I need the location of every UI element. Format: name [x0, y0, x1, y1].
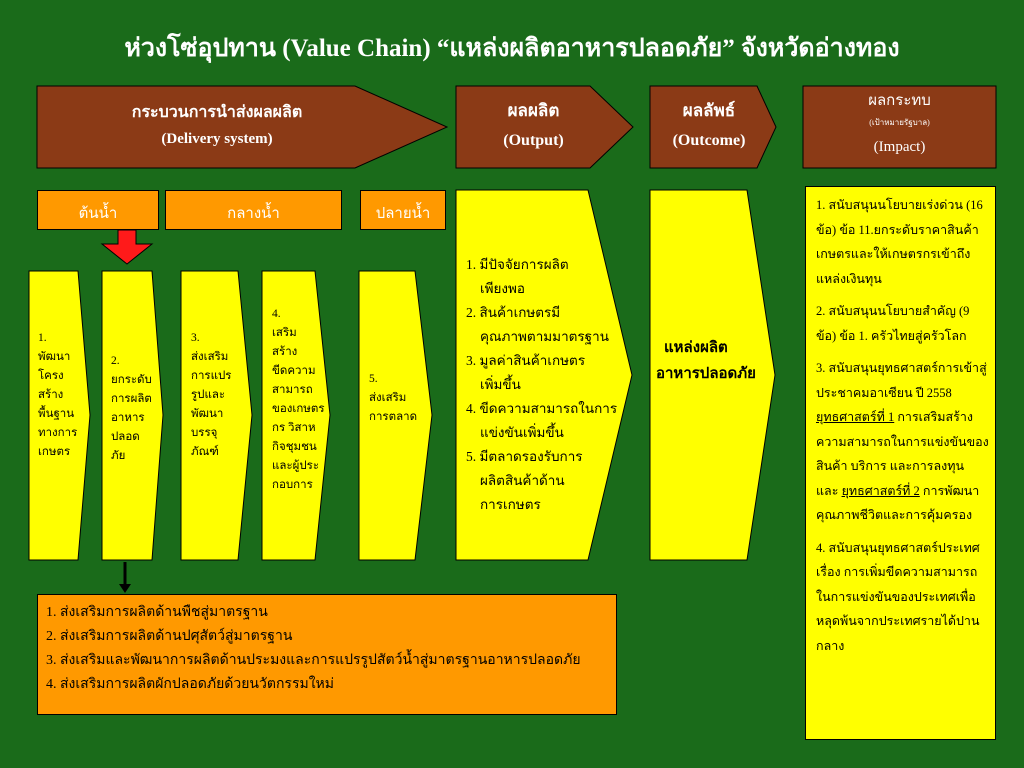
- output-list: [466, 253, 626, 517]
- outcome-header: [650, 97, 768, 150]
- column-line: สามารถ: [272, 384, 313, 396]
- output-header: [456, 97, 611, 150]
- column-line: ขีดความ: [272, 365, 316, 377]
- column-line: ยกระดับ: [111, 374, 152, 386]
- column-line: ทางการ: [38, 427, 78, 439]
- output-line: 5. มีตลาดรองรับการ: [466, 449, 583, 464]
- column-line: โครง: [38, 370, 64, 382]
- impact-item-1: 1. สนับสนุนนโยบายเร่งด่วน (16 ข้อ) ข้อ 11.ยกระดับราคาสินค้าเกษตรและให้เกษตรกรเข้าถึงแหล่งเงินทุน: [816, 198, 983, 286]
- impact-header-note: (เป้าหมายรัฐบาล): [869, 118, 930, 127]
- impact-header: [803, 88, 996, 156]
- impact-item-2: 2. สนับสนุนนโยบายสำคัญ (9 ข้อ) ข้อ 1. ครัวไทยสู่ครัวโลก: [816, 304, 970, 343]
- bottom-box: [37, 594, 617, 715]
- column-3-text: [191, 329, 246, 462]
- column-line: ภัณฑ์: [191, 446, 219, 458]
- impact-item-3-part: การพัฒนาคุณภาพชีวิตและการคุ้มครอง: [816, 483, 980, 522]
- column-line: 3.: [191, 332, 200, 344]
- column-4-text: [272, 305, 330, 495]
- column-line: การตลาด: [369, 411, 418, 423]
- impact-item-3-part: การเสริมสร้างความสามารถในการแข่งขันของสินค้า บริการ และการลงทุน และ: [816, 410, 989, 498]
- output-line: แข่งขันเพิ่มขึ้น: [480, 425, 564, 440]
- column-line: รูปและ: [191, 389, 226, 401]
- impact-item-3: [816, 356, 989, 528]
- column-line: สร้าง: [38, 389, 64, 401]
- column-line: การแปร: [191, 370, 232, 382]
- outcome-header-label: ผลลัพธ์: [682, 101, 736, 120]
- outcome-text: [656, 335, 771, 387]
- output-header-label: ผลผลิต: [507, 101, 560, 120]
- bottom-item-1: 1. ส่งเสริมการผลิตด้านพืชสู่มาตรฐาน: [46, 605, 268, 620]
- connector-arrowhead: [119, 584, 131, 593]
- output-line: 3. มูลค่าสินค้าเกษตร: [466, 353, 586, 368]
- column-line: สร้าง: [272, 346, 298, 358]
- column-line: ของเกษตร: [272, 403, 325, 415]
- impact-item-3-part: 3. สนับสนุนยุทธศาสตร์การเข้าสู่ประชาคมอาเซียน ปี 2558: [816, 361, 987, 400]
- outcome-header-sub: (Outcome): [672, 132, 746, 149]
- delivery-header: [37, 100, 397, 148]
- impact-header-sub: (Impact): [873, 139, 926, 155]
- column-1-text: [38, 329, 88, 462]
- stage-downstream: ปลายน้ำ: [360, 190, 446, 230]
- output-header-sub: (Output): [503, 132, 564, 149]
- output-line: ผลิตสินค้าด้าน: [480, 473, 565, 488]
- column-2-text: [111, 352, 161, 466]
- output-line: 1. มีปัจจัยการผลิต: [466, 257, 569, 272]
- delivery-header-label: กระบวนการนำส่งผลผลิต: [131, 104, 303, 121]
- column-5-text: [369, 370, 424, 427]
- impact-header-label: ผลกระทบ: [868, 93, 931, 109]
- column-line: เกษตร: [38, 446, 71, 458]
- output-line: คุณภาพตามมาตรฐาน: [480, 329, 609, 344]
- column-line: กร วิสาห: [272, 422, 316, 434]
- column-line: อาหาร: [111, 412, 145, 424]
- column-line: ภัย: [111, 450, 126, 462]
- column-line: บรรจุ: [191, 427, 218, 439]
- outcome-line-1: แหล่งผลิต: [664, 340, 728, 356]
- column-line: ส่งเสริม: [369, 392, 407, 404]
- strategy-2-label: ยุทธศาสตร์ที่ 2: [841, 483, 920, 498]
- column-line: และผู้ประ: [272, 460, 320, 472]
- strategy-1-label: ยุทธศาสตร์ที่ 1: [816, 410, 895, 424]
- column-line: ปลอด: [111, 431, 140, 443]
- delivery-header-sub: (Delivery system): [161, 131, 273, 147]
- column-line: กิจชุมชน: [272, 441, 317, 453]
- stage-upstream: ต้นน้ำ: [37, 190, 159, 230]
- output-line: 2. สินค้าเกษตรมี: [466, 305, 561, 320]
- outcome-line-2: อาหารปลอดภัย: [656, 366, 756, 382]
- column-line: 1.: [38, 332, 47, 344]
- column-line: พัฒนา: [191, 408, 224, 420]
- impact-item-4: 4. สนับสนุนยุทธศาสตร์ประเทศ เรื่อง การเพิ่มขีดความสามารถในการแข่งขันของประเทศเพื่อหลุดพ้นจากประเทศรายได้ปานกลาง: [816, 540, 980, 653]
- column-line: 5.: [369, 373, 378, 385]
- output-line: การเกษตร: [480, 497, 541, 512]
- column-line: ส่งเสริม: [191, 351, 229, 363]
- column-line: 2.: [111, 355, 120, 367]
- column-line: พื้นฐาน: [38, 408, 75, 420]
- column-line: 4.: [272, 308, 281, 320]
- column-line: พัฒนา: [38, 351, 71, 363]
- red-down-arrow: [102, 230, 152, 264]
- output-line: เพียงพอ: [480, 281, 526, 296]
- output-line: 4. ขีดความสามารถในการ: [466, 401, 618, 416]
- stage-midstream: กลางน้ำ: [165, 190, 342, 230]
- bottom-item-3: 3. ส่งเสริมและพัฒนาการผลิตด้านประมงและการแปรรูปสัตว์น้ำสู่มาตรฐานอาหารปลอดภัย: [46, 653, 581, 668]
- column-line: กอบการ: [272, 479, 313, 491]
- column-line: เสริม: [272, 327, 297, 339]
- column-line: การผลิต: [111, 393, 152, 405]
- output-line: เพิ่มขึ้น: [480, 377, 521, 392]
- impact-box: [805, 186, 996, 740]
- bottom-item-2: 2. ส่งเสริมการผลิตด้านปศุสัตว์สู่มาตรฐาน: [46, 629, 293, 644]
- page-title: ห่วงโซ่อุปทาน (Value Chain) “แหล่งผลิตอาหารปลอดภัย” จังหวัดอ่างทอง: [124, 35, 900, 62]
- bottom-item-4: 4. ส่งเสริมการผลิตผักปลอดภัยด้วยนวัตกรรมใหม่: [46, 677, 334, 692]
